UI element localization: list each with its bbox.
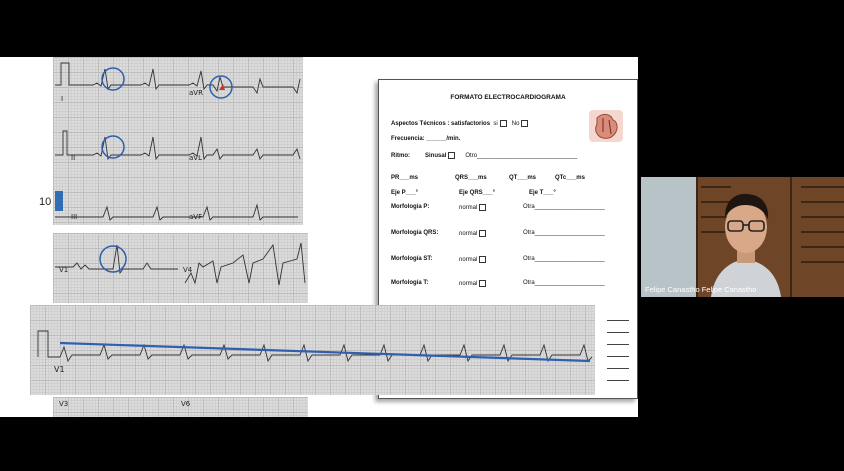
lead-label: aVL <box>189 154 202 162</box>
ecg-limb-leads <box>53 57 303 225</box>
ecg-precordial-leads <box>53 233 308 303</box>
aspectos-row <box>391 120 528 127</box>
normal-checkbox[interactable] <box>479 280 486 287</box>
form-line <box>607 368 629 369</box>
morfologia-qrs-row <box>391 230 605 238</box>
ritmo-row <box>391 152 577 159</box>
frecuencia-field[interactable]: Frecuencia: ______/min. <box>391 136 461 142</box>
aspectos-no-label: No <box>511 121 520 128</box>
qrs-field[interactable]: QRS___ms <box>455 175 487 181</box>
normal-label: normal <box>459 231 478 238</box>
lead-label: I <box>61 95 64 103</box>
morfologia-label: Morfología QRS: <box>391 230 439 236</box>
normal-checkbox[interactable] <box>479 204 486 211</box>
ritmo-sinusal-label: Sinusal <box>425 153 447 160</box>
slide-number: 10 <box>39 196 52 208</box>
participant-name-tag: Felipe Canastho Felipe Canastho <box>645 285 757 294</box>
otra-field[interactable]: Otra_____________________ <box>523 280 605 286</box>
no-checkbox[interactable] <box>521 120 528 127</box>
participant-video-feed <box>641 177 844 297</box>
qtc-field[interactable]: QTc___ms <box>555 175 585 181</box>
slide-number-bar <box>55 191 63 211</box>
morfologia-p-row <box>391 204 605 212</box>
lead-label: III <box>71 213 78 221</box>
normal-checkbox[interactable] <box>479 256 486 263</box>
form-title: FORMATO ELECTROCARDIOGRAMA <box>450 94 566 101</box>
eje-p-field[interactable]: Eje P___° <box>391 190 419 196</box>
lead-label: V1 <box>59 266 69 274</box>
otra-field[interactable]: Otra_____________________ <box>523 204 605 210</box>
otra-field[interactable]: Otra_____________________ <box>523 230 605 236</box>
otra-field[interactable]: Otra_____________________ <box>523 256 605 262</box>
ecg-bottom-panel <box>53 397 308 417</box>
normal-label: normal <box>459 281 478 288</box>
aspectos-label: Aspectos Técnicos : satisfactorios <box>391 121 491 128</box>
form-line <box>607 320 629 321</box>
qt-field[interactable]: QT___ms <box>509 175 537 181</box>
morfologia-st-row <box>391 256 605 264</box>
annotation-line <box>60 343 590 361</box>
lead-label: V3 <box>59 400 69 408</box>
pr-field[interactable]: PR___ms <box>391 175 419 181</box>
ecg-limb-leads-trace <box>53 57 303 225</box>
morfologia-label: Morfología P: <box>391 204 430 210</box>
ecg-rhythm-strip-v1 <box>30 305 595 395</box>
form-line <box>607 356 629 357</box>
lead-label: V4 <box>183 266 193 274</box>
eje-t-field[interactable]: Eje T___° <box>529 190 556 196</box>
lead-label: aVR <box>189 89 203 97</box>
normal-label: normal <box>459 205 478 212</box>
si-checkbox[interactable] <box>500 120 507 127</box>
sinusal-checkbox[interactable] <box>448 152 455 159</box>
eje-qrs-field[interactable]: Eje QRS___° <box>459 190 496 196</box>
form-line <box>607 344 629 345</box>
form-line <box>607 380 629 381</box>
normal-label: normal <box>459 257 478 264</box>
participant-video-tile[interactable] <box>641 177 844 297</box>
annotation-circle <box>102 68 124 90</box>
lead-label: II <box>71 154 76 162</box>
morfologia-t-row <box>391 280 605 288</box>
lead-label: V6 <box>181 400 191 408</box>
lead-label: V1 <box>54 365 65 374</box>
aspectos-si-label: si <box>493 121 498 128</box>
ecg-rhythm-strip-trace <box>30 305 595 395</box>
heart-illustration-icon <box>589 110 623 142</box>
ecg-precordial-trace <box>53 233 308 303</box>
normal-checkbox[interactable] <box>479 230 486 237</box>
ritmo-otro-field[interactable]: Otro______________________________ <box>465 153 578 160</box>
morfologia-label: Morfología T: <box>391 280 429 286</box>
lead-label: aVF <box>189 213 203 221</box>
ritmo-label: Ritmo: <box>391 153 410 160</box>
presentation-slide <box>0 57 638 417</box>
form-line <box>607 332 629 333</box>
morfologia-label: Morfología ST: <box>391 256 433 262</box>
